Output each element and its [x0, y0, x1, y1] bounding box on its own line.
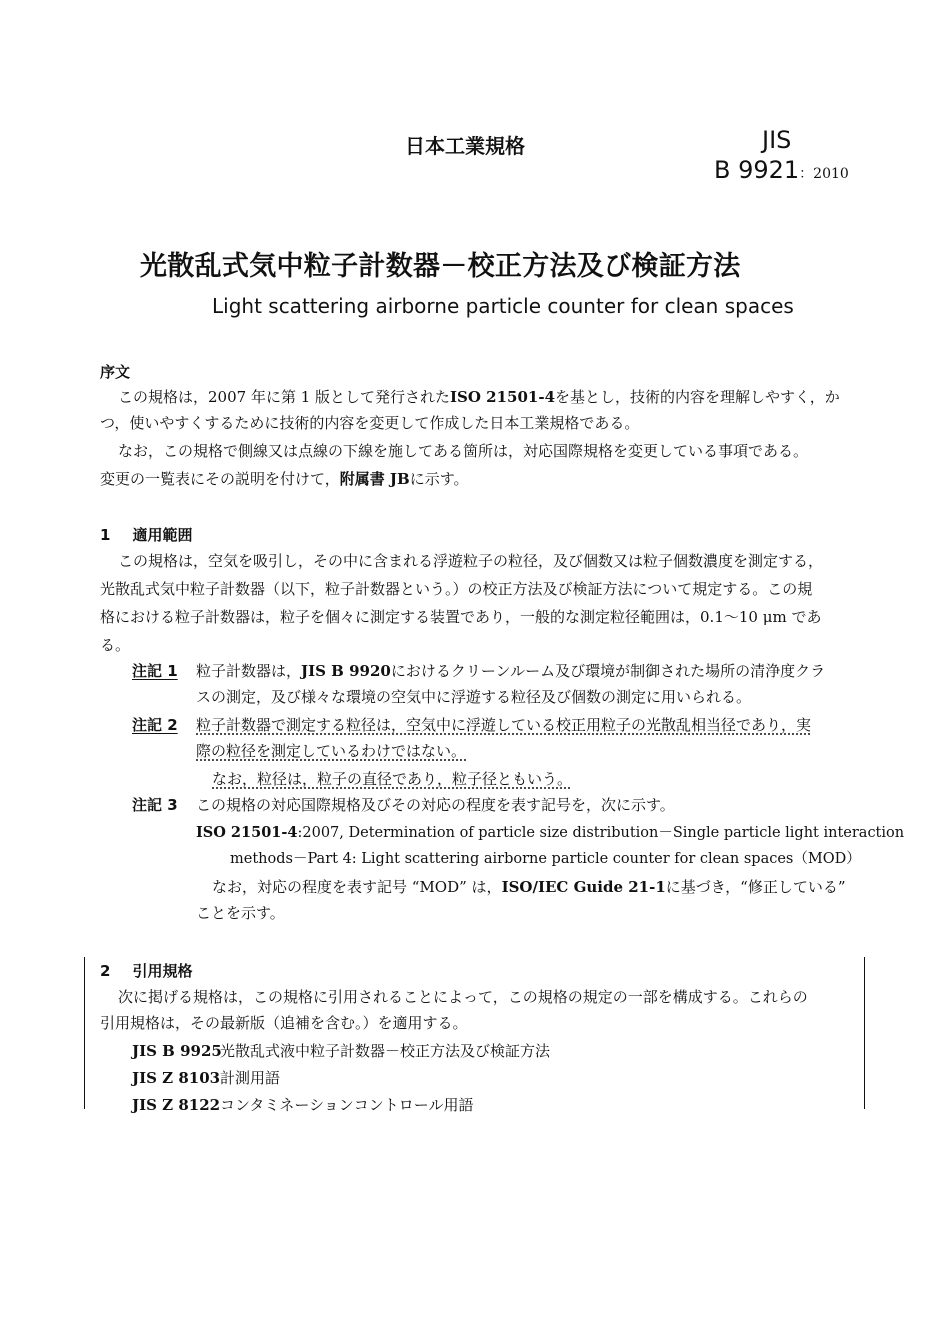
- note2-line2: 際の粒径を測定しているわけではない。: [196, 742, 467, 760]
- jis-label: JIS: [762, 126, 792, 154]
- iso-ref: ISO 21501-4: [196, 824, 298, 841]
- text: この規格は，2007 年に第 1 版として発行された: [118, 388, 451, 406]
- standard-year: ：2010: [799, 166, 849, 182]
- iso-ref: ISO 21501-4: [450, 388, 556, 406]
- section1-line1: この規格は，空気を吸引し，その中に含まれる浮遊粒子の粒径，及び個数又は粒子個数濃度を測定する，: [118, 552, 824, 570]
- foreword-heading: 序文: [100, 363, 131, 381]
- foreword-p2-line1: なお，この規格で側線又は点線の下線を施してある箇所は，対応国際規格を変更している事項である。: [118, 442, 809, 460]
- text: に基づき，“修正している”: [665, 878, 846, 896]
- text: におけるクリーンルーム及び環境が制御された場所の清浄度クラ: [390, 662, 826, 680]
- note2-line3: なお，粒径は，粒子の直径であり，粒子径ともいう。: [212, 770, 573, 788]
- guide-ref: ISO/IEC Guide 21-1: [501, 878, 666, 896]
- section1-line2: 光散乱式気中粒子計数器（以下，粒子計数器という。）の校正方法及び検証方法について規定する。この規: [100, 580, 813, 598]
- note2-line1: 粒子計数器で測定する粒径は，空気中に浮遊している校正用粒子の光散乱相当径であり，実: [196, 716, 812, 734]
- iso-reference-line2: methods－Part 4: Light scattering airborne particle counter for clean spaces（MOD）: [230, 851, 861, 867]
- section-number: 2: [100, 962, 111, 980]
- note2-label: 注記 2: [132, 716, 178, 734]
- section-number: 1: [100, 526, 111, 544]
- text: に示す。: [409, 470, 469, 488]
- page-title: 光散乱式気中粒子計数器－校正方法及び検証方法: [140, 251, 741, 282]
- section-title: 適用範囲: [132, 526, 193, 544]
- note1-line1: [196, 658, 825, 684]
- change-bar-right: [864, 957, 865, 1109]
- reference-code: JIS Z 8103: [132, 1069, 221, 1087]
- section2-line2: 引用規格は，その最新版（追補を含む。）を適用する。: [100, 1014, 468, 1032]
- text: 粒子計数器は，: [196, 662, 302, 680]
- mod-line1: [212, 874, 846, 900]
- note3-line1: この規格の対応国際規格及びその対応の程度を表す記号を，次に示す。: [196, 796, 675, 814]
- reference-row: [132, 1065, 280, 1091]
- standard-code: B 9921: [714, 156, 800, 184]
- foreword-p1-line1: [118, 384, 840, 410]
- reference-title: 光散乱式液中粒子計数器－校正方法及び検証方法: [220, 1042, 551, 1060]
- note3-label: 注記 3: [132, 796, 178, 814]
- note1-label: 注記 1: [132, 662, 178, 680]
- section1-line3: 格における粒子計数器は，粒子を個々に測定する装置であり，一般的な測定粒径範囲は，0.1～10 μm であ: [100, 608, 822, 626]
- section-title: 引用規格: [132, 962, 193, 980]
- page-subtitle: Light scattering airborne particle counter for clean spaces: [212, 294, 794, 318]
- change-bar-left: [84, 957, 85, 1109]
- foreword-p1-line2: つ，使いやすくするために技術的内容を変更して作成した日本工業規格である。: [100, 414, 640, 432]
- reference-code: JIS B 9925: [132, 1042, 222, 1060]
- text: 変更の一覧表にその説明を付けて，: [100, 470, 340, 488]
- standard-number: [714, 156, 849, 184]
- text: :2007, Determination of particle size distribution－Single particle light interaction: [297, 825, 905, 841]
- annex-ref: 附属書 JB: [339, 470, 410, 488]
- reference-row: [132, 1092, 474, 1118]
- text: なお，対応の程度を表す記号 “MOD” は，: [212, 878, 502, 896]
- section1-heading: [100, 524, 192, 545]
- section2-line1: 次に掲げる規格は，この規格に引用されることによって，この規格の規定の一部を構成する。これらの: [118, 988, 808, 1006]
- jis-ref: JIS B 9920: [301, 662, 391, 680]
- mod-line2: ことを示す。: [196, 904, 285, 922]
- iso-reference-line1: [196, 820, 904, 846]
- reference-title: 計測用語: [220, 1069, 281, 1087]
- note1-line2: スの測定，及び様々な環境の空気中に浮遊する粒径及び個数の測定に用いられる。: [196, 688, 752, 706]
- standards-label: 日本工業規格: [405, 134, 525, 158]
- foreword-p2-line2: [100, 466, 469, 492]
- reference-code: JIS Z 8122: [132, 1096, 221, 1114]
- text: を基とし，技術的内容を理解しやすく，か: [555, 388, 840, 406]
- reference-row: [132, 1038, 550, 1064]
- reference-title: コンタミネーションコントロール用語: [220, 1096, 474, 1114]
- section2-heading: [100, 960, 192, 981]
- section1-line4: る。: [100, 636, 131, 654]
